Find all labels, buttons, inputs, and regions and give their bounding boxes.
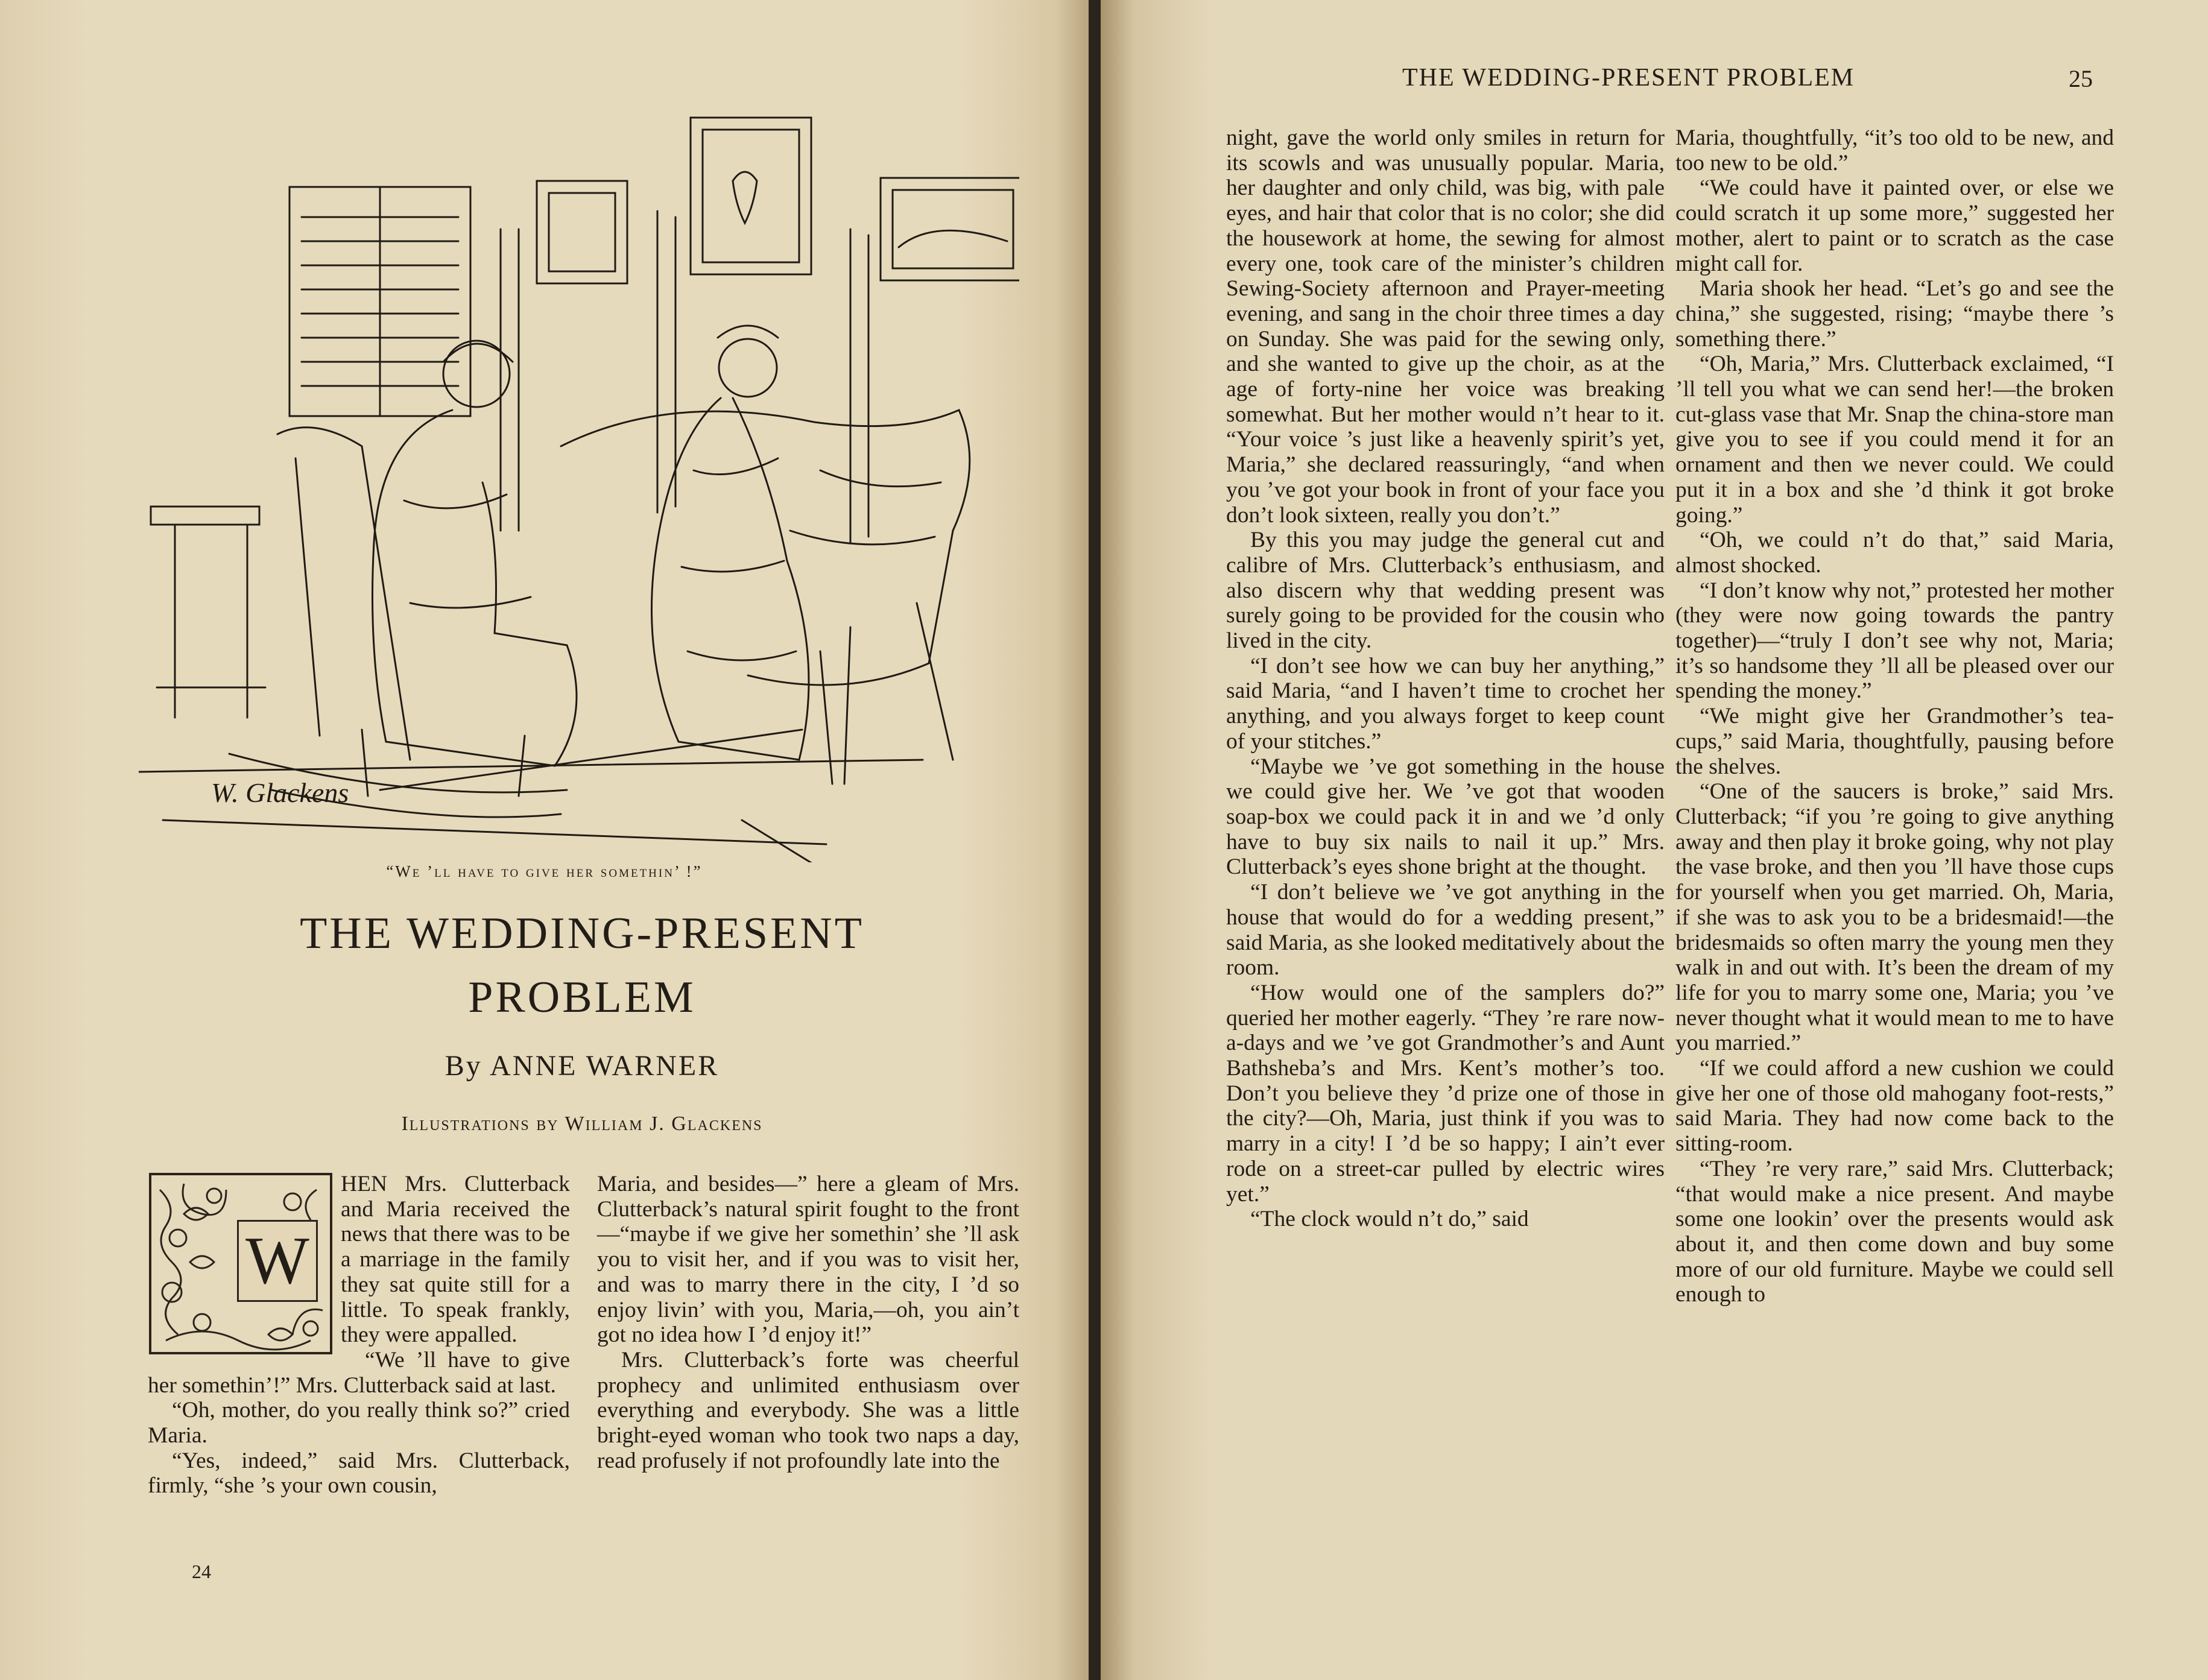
paragraph: Maria shook her head. “Let’s go and see the china,” she suggested, rising; “maybe there ’s something there.” [1675, 276, 2114, 352]
paragraph: “The clock would n’t do,” said [1250, 1207, 1529, 1232]
right-column-1 [1226, 125, 1665, 1232]
paragraph: “Maybe we ’ve got something in the house we could give her. We ’ve got that wooden soap-box we could pack it in and we ’d only have to buy six nails to nail it up.” Mrs. Clutterback’s eyes shone bright at the thought. [1226, 754, 1665, 880]
illustration [139, 109, 1019, 862]
illustrators-credit: Illustrations by William J. Glackens [401, 1113, 763, 1135]
title-line-1: THE WEDDING-PRESENT [300, 909, 864, 958]
byline: By ANNE WARNER [444, 1050, 720, 1082]
paragraph: “We could have it painted over, or else we could scratch it up some more,” suggested her mother, alert to paint or to scratch as the case might call for. [1675, 175, 2114, 276]
paragraph: “We might give her Grandmother’s tea-cups,” said Maria, thoughtfully, pausing before the shelves. [1675, 704, 2114, 779]
paragraph: “Yes, indeed,” said Mrs. Clutterback, firmly, “she ’s your own cousin, [148, 1448, 570, 1498]
paragraph: “Oh, Maria,” Mrs. Clutterback exclaimed, “I ’ll tell you what we can send her!—the broken cut-glass vase that Mr. Snap the china-store man give you to see if you could mend it for an ornament and then we never could. We could put it in a box and she ’d think it got broke going.” [1675, 352, 2114, 528]
paragraph: “I don’t see how we can buy her anything,” said Maria, “and I haven’t time to crochet her anything, and you always forget to keep count of your stitches.” [1226, 653, 1665, 754]
page-number-right: 25 [2069, 65, 2093, 92]
paragraph: Maria, and besides—” here a gleam of Mrs. Clutterback’s natural spirit fought to the front—“maybe if we give her somethin’ she ’ll ask you to visit her, and if you was to visit her, and was to marry there in the city, I ’d so enjoy livin’ with you, Maria,—oh, you ain’t got no idea how I ’d enjoy it!” [597, 1172, 1019, 1348]
paragraph: “I don’t know why not,” protested her mother (they were now going towards the pantry together)—“truly I don’t see why not, Maria; it’s so handsome they ’ll all be pleased over our spending the money.” [1675, 578, 2114, 704]
dropcap-letter: W [237, 1220, 318, 1302]
paragraph: HEN Mrs. Clutterback and Maria received the news that there was to be a marriage in the family they sat quite still for a little. To speak frankly, they were appalled. [341, 1172, 570, 1348]
paragraph: By this you may judge the general cut and calibre of Mrs. Clutterback’s enthusiasm, and also discern why that wedding present was surely going to be provided for the cousin who lived in the city. [1226, 528, 1665, 654]
paragraph: “I don’t believe we ’ve got anything in the house that would do for a wedding present,” said Maria, as she looked meditatively about the room. [1226, 880, 1665, 981]
paragraph: night, gave the world only smiles in return for its scowls and was unusually popular. Maria, her daughter and only child, was big, with pale eyes, and hair that color that is no color; she did the housework at home, the sewing for almost every one, took care of the minister’s children Sewing-Society afternoon and Prayer-meeting evening, and sang in the choir three times a day on Sunday. She was paid for the sewing only, and she wanted to give up the choir, as at the age of forty-nine her voice was breaking somewhat. But her mother would n’t hear to it. “Your voice ’s just like a heavenly spirit’s yet, Maria,” she declared reassuringly, “and when you ’ve got your book in front of your face you don’t look sixteen, really you don’t.” [1226, 125, 1665, 528]
paragraph: “If we could afford a new cushion we could give her one of those old mahogany foot-rests,” said Maria. They had now come back to the sitting-room. [1675, 1056, 2114, 1157]
left-page [0, 0, 1089, 1680]
running-head: THE WEDDING-PRESENT PROBLEM [1402, 64, 1855, 92]
title-line-2: PROBLEM [468, 973, 696, 1022]
dropcap [148, 1172, 334, 1356]
paragraph: “How would one of the samplers do?” queried her mother eagerly. “They ’re rare now-a-days and we ’ve got Grandmother’s and Aunt Bathsheba’s and Mrs. Kent’s mother’s too. Don’t you believe they ’d prize one of those in the city?—Oh, Maria, just think if you was to marry in a city! I ’d be so happy; I ain’t ever rode on a street-car pulled by electric wires yet.” [1226, 980, 1665, 1207]
paragraph: “One of the saucers is broke,” said Mrs. Clutterback; “if you ’re going to give anything away and then play it broke going, why not play the vase broke, and then you ’ll have those cups for yourself when you get married. Oh, Maria, if she was to ask you to be a bridesmaid!—the bridesmaids so often marry the young men they walk in and out with. It’s been the dream of my life for you to marry some one, Maria; you ’ve never thought what it would mean to me to have you married.” [1675, 779, 2114, 1056]
article-title [0, 902, 1164, 1029]
gutter [1089, 0, 1101, 1680]
left-column-2 [597, 1172, 1019, 1473]
paragraph: “Oh, we could n’t do that,” said Maria, almost shocked. [1675, 528, 2114, 578]
illustration-caption: “We ’ll have to give her somethin’ !” [386, 862, 703, 880]
paragraph: “Oh, mother, do you really think so?” cried Maria. [148, 1398, 570, 1448]
left-column-1 [148, 1172, 570, 1498]
page-number-left: 24 [192, 1561, 211, 1582]
right-column-2 [1675, 125, 2114, 1307]
paragraph: Maria, thoughtfully, “it’s too old to be new, and too new to be old.” [1675, 125, 2114, 175]
paragraph: “They ’re very rare,” said Mrs. Clutterback; “that would make a nice present. And maybe some one lookin’ over the presents would ask about it, and then come down and buy some more of our old furniture. Maybe we could sell enough to [1675, 1156, 2114, 1307]
signature-glackens: W. Glackens [211, 777, 349, 808]
paragraph: Mrs. Clutterback’s forte was cheerful prophecy and unlimited enthusiasm over everything and everybody. She was a little bright-eyed woman who took two naps a day, read profusely if not profoundly late into the [597, 1347, 1019, 1473]
paragraph: “We ’ll have to give her somethin’!” Mrs. Clutterback said at last. [148, 1347, 570, 1398]
